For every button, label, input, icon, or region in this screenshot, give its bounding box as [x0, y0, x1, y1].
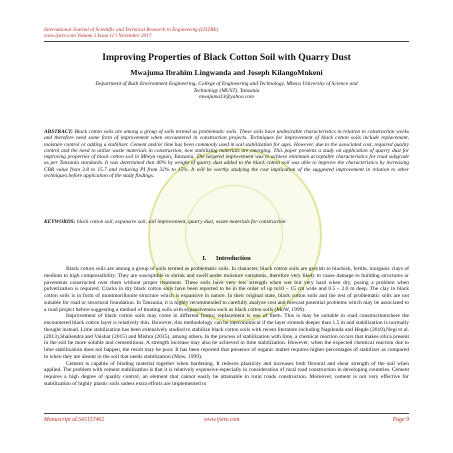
footer-divider: [44, 413, 409, 414]
manuscript-id: Manuscript id.543157462: [44, 417, 105, 423]
paper-authors: Mwajuma Ibrahim Lingwanda and Joseph KilangoMnkeni: [130, 68, 323, 77]
keywords: [44, 219, 409, 225]
section-number: I.: [202, 255, 207, 262]
abstract: [44, 129, 409, 179]
header-divider: [44, 41, 409, 42]
section-heading: [44, 255, 409, 262]
paragraph-1: Black cotton soils are among a group of soils termed as problematic soils. In character, black cotton soils are greyish to blackish, fertile, inorganic clays of medium to high compressibility. They are susceptible to shrink and swell under moisture variations, therefore very likely to cause damage to building structures or pavements constructed over them without proper treatment. These soils have very low strength when wet but very hard when dry, posing a problem when pulverization is required. Cracks in dry black cotton soils have been reported to be in the order of up to10 – 15 cm wide and 0.5 – 2.0 m deep. The clay in black cotton soils is in form of montmorillonite structure which is expansive in nature. In their original state, black cotton soils and the rest of problematic soils are not suitable for road or structural foundation. In Tanzania, it is highly recommended to carefully analyze cost and forecast potential problems which may be associated to a road project before suggesting a method of treating soils with expansiveness such as black cotton soils (MoW, 1999).: [44, 266, 409, 313]
journal-header-line1: International Journal of Scientific and Technical Research in Engineering (IJSTRE): [44, 27, 219, 33]
paragraph-2: Improvement of black cotton soils may come in different forms; replacement is one of them. This is may be suitable in road constructionwhere the encountered black cotton layer is relatively thin. However, this methodology can be uneconomical if the layer extends deeper than 1.5 m and stabilization is normally thought instead. Lime stabilization has been extensively studied to stabilize black cotton soils with recent literature including Nagdouda and Hegde (2010),Negi et al. (2013),Shailendra and Vaishar (2015) and Mishra (2015), among others. In the process of stabilization with lime, a chemical reaction occurs that makes silica present in the soil be more soluble and cementitious. A strength increase may also be achieved in lime stabilization. However, when the expected chemical reaction due to lime stabilization does not happen, the result may be poor. It has been reported that presence of organic matter requires higher percentages of stabilizer as compared to when they are absent in the soil that needs stabilization (Mow, 1999).: [44, 313, 409, 360]
journal-site-link[interactable]: www.ijstre.com: [204, 417, 240, 423]
page-number: Page 9: [392, 417, 409, 423]
body-text: [44, 266, 409, 388]
abstract-label: ABSTRACT:: [44, 129, 73, 135]
keywords-text: black cotton soil, expansive soil, soil improvement, quarry dust, waste materials for construction: [76, 219, 286, 225]
author-email: mwajuma13@yahoo.com: [199, 94, 254, 100]
abstract-text: Black cotton soils are among a group of soils termed as problematic soils. These soils have undesirable characteristics in relation to construction works and therefore need some form of improvement when encountered in construction projects. Techniques for improvement of black cotton soils include replacement, moisture control or adding a stabilizer. Cement and/or lime has been commonly used in soil stabilization for ages. However, due to the associated cost, required quality control and the need to utilize waste materials in construction, new stabilizing materials are emerging. This paper presents a study on application of quarry dust for improving properties of black cotton soil in Mbeya region, Tanzania. The targeted improvement was to achieve minimum acceptable characteristics for road subgrade as per Tanzania standards. It was determined that 40% by weight of quarry dust added to the black cotton soil was able to improve the characteristics by increasing CBR value from 3.8 to 15.7 and reducing PI from 32% to 15%. It will be worthy studying the cost implication of the suggested improvement in relation to other techniques before application of the study findings.: [44, 129, 409, 180]
page-footer: [44, 417, 409, 425]
keywords-label: KEYWORDS:: [44, 219, 76, 225]
paper-title: Improving Properties of Black Cotton Soil with Quarry Dust: [102, 52, 351, 63]
journal-header: [44, 27, 414, 39]
section-title: Introduction: [216, 255, 251, 262]
journal-header-line2: www.ijstre.com Volume 2 Issue 11 ǁ November 2017.: [44, 33, 153, 40]
paragraph-3: Cement is capable of binding material together when hardening. It reduces plasticity and increases both flexural and shear strength of the soil when applied. The problem with cement stabilization is that it is relatively expensive especially in consideration of rural road construction in developing countries. Cement requires a high degree of quality control, an element that cannot easily be attainable in rural roads construction. Moreover, cement is not very effective for stabilization of highly plastic soils unless extra efforts are implemented to: [44, 360, 409, 387]
author-affiliation: Department of Built Environment Engineering, College of Engineering and Technology, Mbeya University of Science and Technology (MUST), Tanzania: [95, 81, 358, 94]
